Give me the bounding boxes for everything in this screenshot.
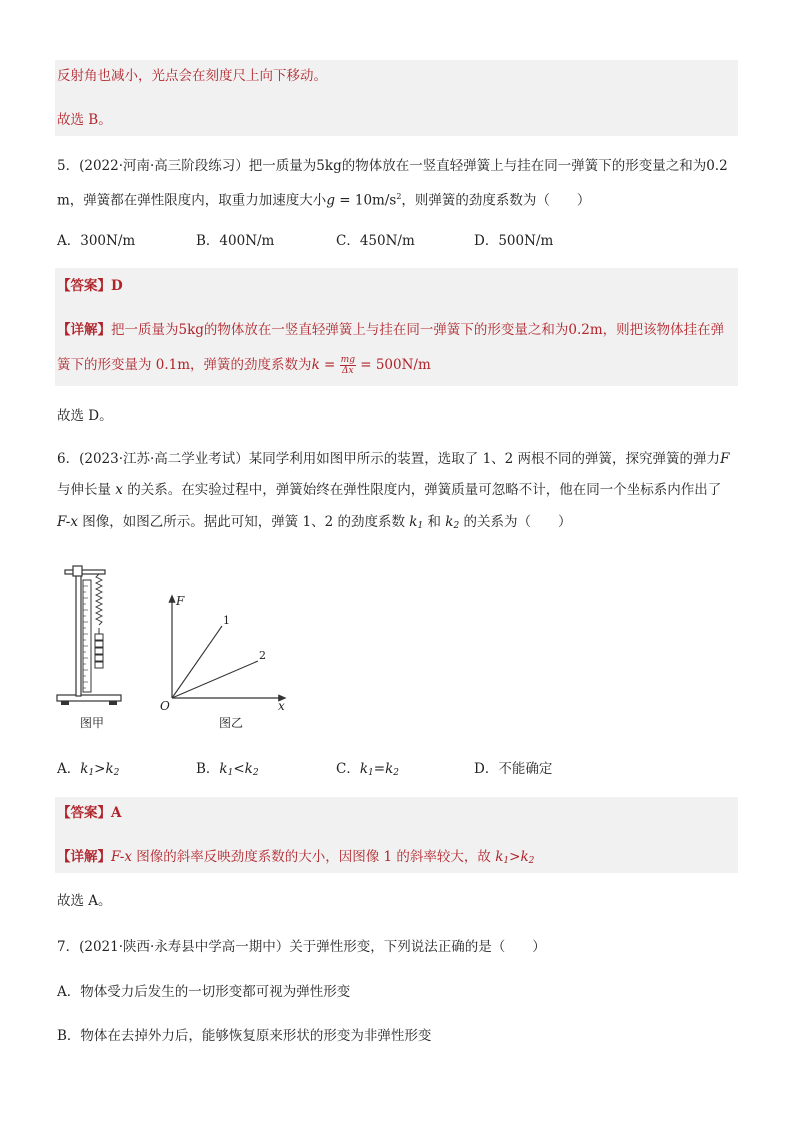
q5-option-d: D．500N/m	[474, 233, 554, 249]
q6-answer: 【答案】A	[57, 805, 122, 821]
q5-conclusion: 故选 D。	[57, 408, 113, 424]
slope-fraction: $\frac{mg}{\Delta x}$	[340, 355, 355, 376]
q5-option-c: C．450N/m	[336, 233, 415, 249]
q5-stem-line2: m，弹簧都在弹性限度内，取重力加速度大小$g = 10m/s^2$，则弹簧的劲度系数为（ ）	[57, 192, 591, 209]
line-label-1: 1	[223, 614, 230, 627]
spring-apparatus-figure	[55, 562, 125, 712]
origin-label: O	[160, 699, 170, 713]
axis-label-f: F	[176, 594, 185, 608]
q7-option-b: B．物体在去掉外力后，能够恢复原来形状的形变为非弹性形变	[57, 1028, 432, 1044]
q7-stem: 7．(2021·陕西·永寿县中学高一期中）关于弹性形变，下列说法正确的是（ ）	[57, 939, 546, 955]
q6-stem-line2: 与伸长量 x 的关系。在实验过程中，弹簧始终在弹性限度内，弹簧质量可忽略不计，他在同一个坐标系内作出了	[57, 482, 722, 498]
q6-stem-line3: F-x 图像，如图乙所示。据此可知，弹簧 1、2 的劲度系数 $k_1$ 和 $k_2$ 的关系为（ ）	[57, 514, 572, 531]
q6-detail: 【详解】F-x 图像的斜率反映劲度系数的大小，因图像 1 的斜率较大，故 $k_1>k_2$	[57, 849, 535, 866]
q5-detail-line2: 簧下的形变量为 0.1m，弹簧的劲度系数为k = $\frac{mg}{\Delta x}$ = 500N/m	[57, 355, 431, 376]
q7-option-a: A．物体受力后发生的一切形变都可视为弹性形变	[57, 984, 351, 1000]
f-x-graph	[155, 590, 295, 715]
prev-detail-line: 反射角也减小，光点会在刻度尺上向下移动。	[57, 68, 327, 84]
figure-left-caption: 图甲	[80, 716, 105, 730]
q6-stem-line1: 6．(2023·江苏·高二学业考试）某同学利用如图甲所示的装置，选取了 1、2 两根不同的弹簧，探究弹簧的弹力F	[57, 451, 730, 467]
prev-conclusion: 故选 B。	[57, 112, 112, 128]
q6-option-a: A．$k_1>k_2$	[57, 761, 120, 778]
line-label-2: 2	[259, 649, 266, 662]
q5-option-a: A．300N/m	[57, 233, 136, 249]
q6-option-c: C．$k_1=k_2$	[336, 761, 399, 778]
q5-detail-line1: 【详解】把一质量为5kg的物体放在一竖直轻弹簧上与挂在同一弹簧下的形变量之和为0.2m，则把该物体挂在弹	[57, 322, 725, 338]
axis-label-x: x	[278, 699, 285, 713]
q6-conclusion: 故选 A。	[57, 893, 112, 909]
q5-stem-line1: 5．(2022·河南·高三阶段练习）把一质量为5kg的物体放在一竖直轻弹簧上与挂在同一弹簧下的形变量之和为0.2	[57, 158, 728, 174]
q5-option-b: B．400N/m	[196, 233, 275, 249]
q5-answer: 【答案】D	[57, 278, 123, 294]
figure-right-caption: 图乙	[219, 716, 244, 730]
q6-option-d: D．不能确定	[474, 761, 553, 777]
q6-option-b: B．$k_1<k_2$	[196, 761, 259, 778]
